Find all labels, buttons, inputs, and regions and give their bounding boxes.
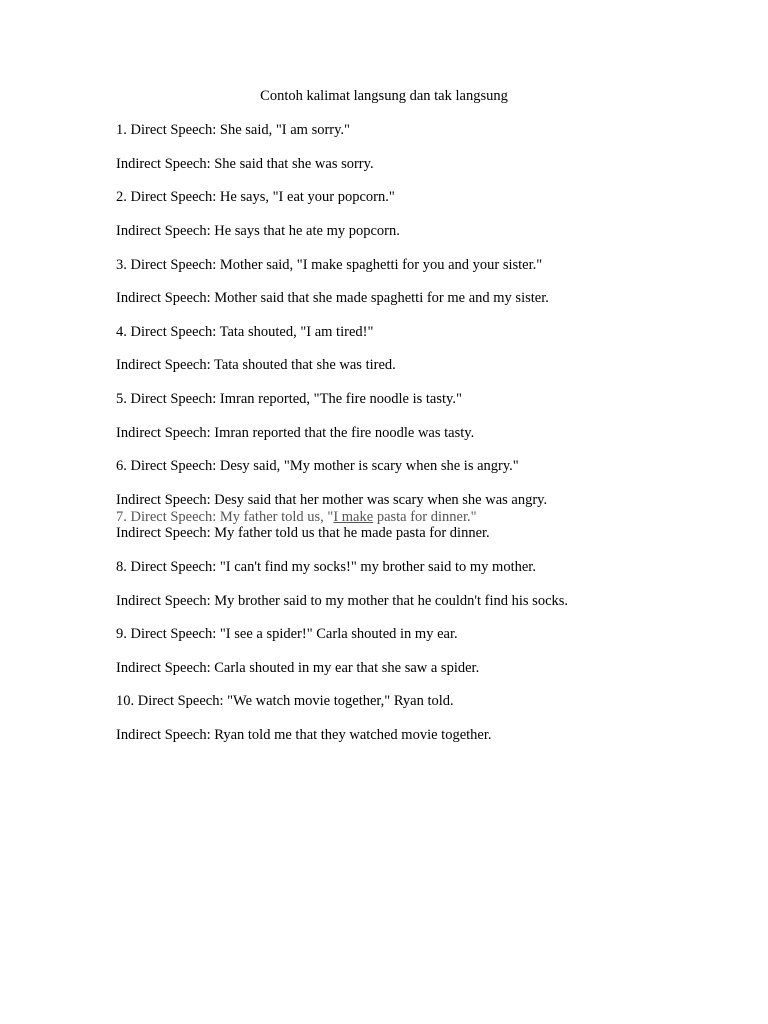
indirect-speech-3: Indirect Speech: Mother said that she made spaghetti for me and my sister. bbox=[116, 290, 549, 306]
direct-speech-2: 2. Direct Speech: He says, "I eat your popcorn." bbox=[116, 189, 395, 205]
direct-speech-10: 10. Direct Speech: "We watch movie together," Ryan told. bbox=[116, 693, 454, 709]
direct-speech-7-before: 7. Direct Speech: My father told us, " bbox=[116, 509, 334, 525]
indirect-speech-9: Indirect Speech: Carla shouted in my ear that she saw a spider. bbox=[116, 660, 480, 676]
direct-speech-1: 1. Direct Speech: She said, "I am sorry." bbox=[116, 122, 350, 138]
indirect-speech-5: Indirect Speech: Imran reported that the fire noodle was tasty. bbox=[116, 425, 475, 441]
document-title: Contoh kalimat langsung dan tak langsung bbox=[260, 88, 508, 104]
indirect-speech-10: Indirect Speech: Ryan told me that they watched movie together. bbox=[116, 727, 492, 743]
direct-speech-7-underlined: I make bbox=[333, 509, 374, 525]
indirect-speech-1: Indirect Speech: She said that she was sorry. bbox=[116, 156, 374, 172]
direct-speech-4: 4. Direct Speech: Tata shouted, "I am tired!" bbox=[116, 324, 374, 340]
direct-speech-3: 3. Direct Speech: Mother said, "I make spaghetti for you and your sister." bbox=[116, 257, 543, 273]
indirect-speech-4: Indirect Speech: Tata shouted that she was tired. bbox=[116, 357, 396, 373]
indirect-speech-8: Indirect Speech: My brother said to my mother that he couldn't find his socks. bbox=[116, 593, 569, 609]
direct-speech-8: 8. Direct Speech: "I can't find my socks!" my brother said to my mother. bbox=[116, 559, 536, 575]
direct-speech-5: 5. Direct Speech: Imran reported, "The fire noodle is tasty." bbox=[116, 391, 462, 407]
indirect-speech-7: Indirect Speech: My father told us that he made pasta for dinner. bbox=[116, 525, 490, 541]
direct-speech-6: 6. Direct Speech: Desy said, "My mother is scary when she is angry." bbox=[116, 458, 519, 474]
direct-speech-9: 9. Direct Speech: "I see a spider!" Carla shouted in my ear. bbox=[116, 626, 458, 642]
indirect-speech-2: Indirect Speech: He says that he ate my popcorn. bbox=[116, 223, 400, 239]
indirect-speech-6: Indirect Speech: Desy said that her mother was scary when she was angry. bbox=[116, 492, 548, 508]
direct-speech-7-after: pasta for dinner." bbox=[373, 509, 477, 525]
